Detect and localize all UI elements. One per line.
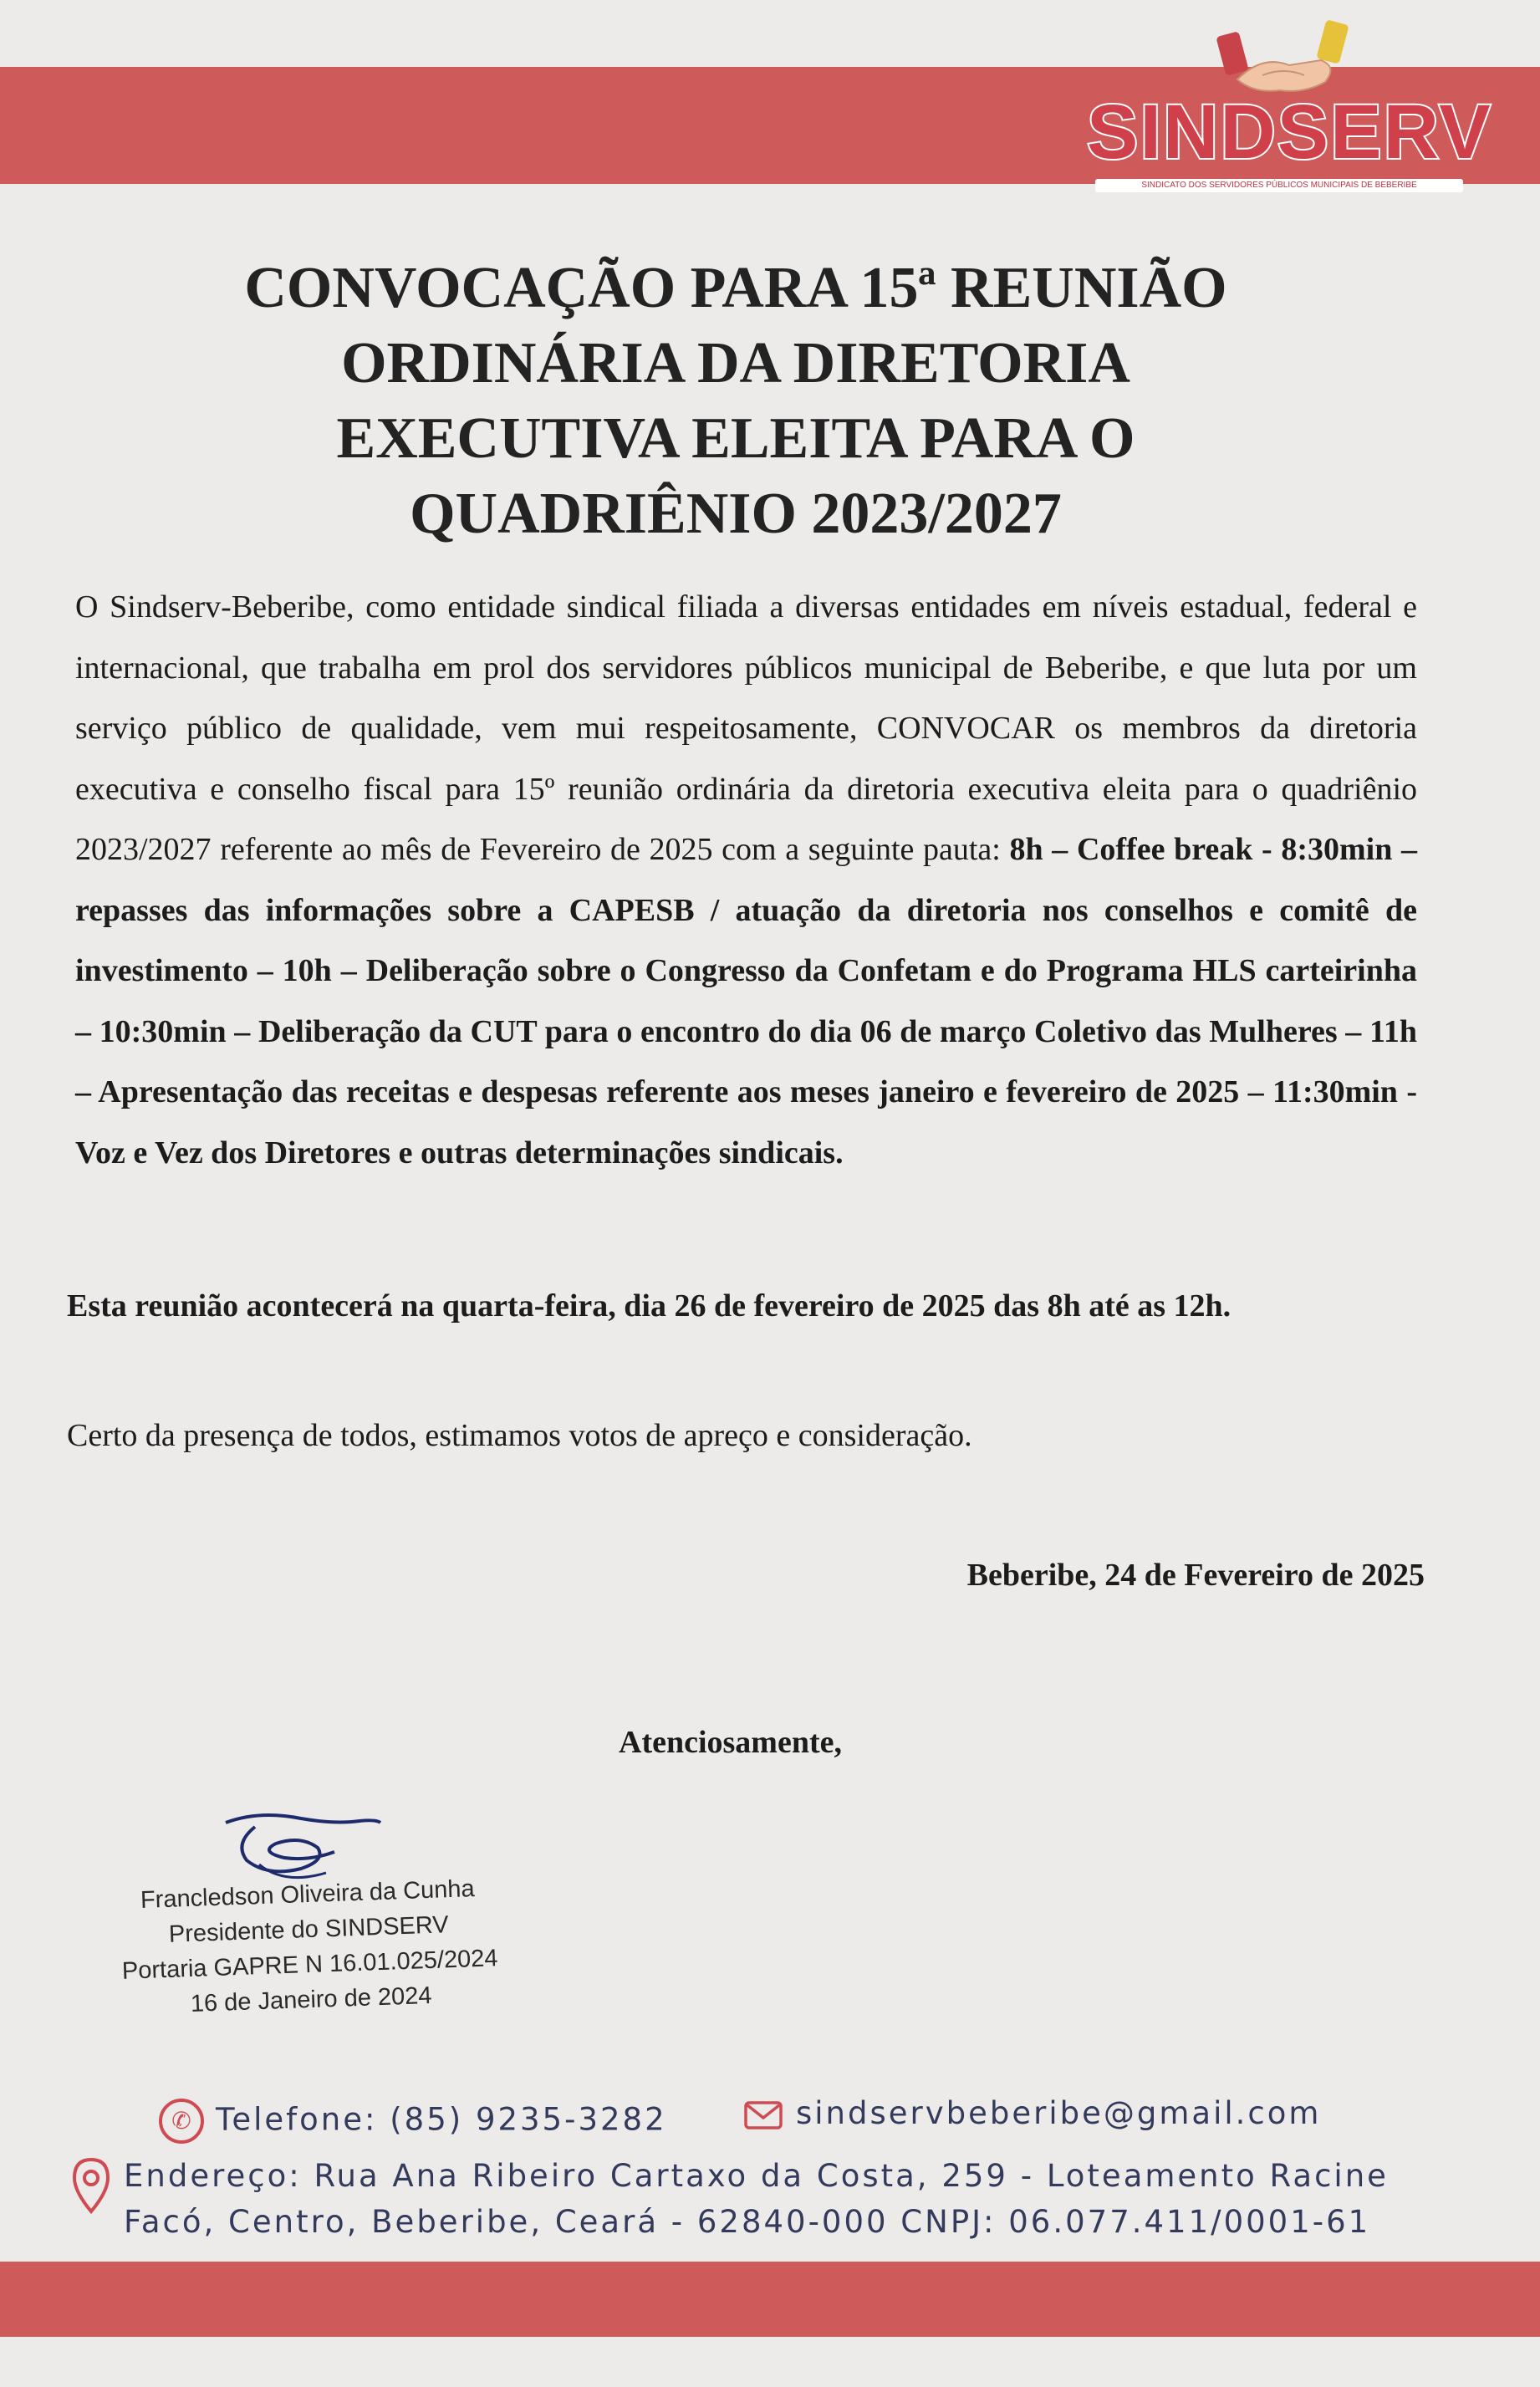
mail-icon xyxy=(744,2101,783,2129)
phone-icon: ✆ xyxy=(159,2099,204,2144)
phone-contact xyxy=(159,2099,667,2144)
place-date: Beberibe, 24 de Fevereiro de 2025 xyxy=(966,1558,1425,1593)
agenda-text: 8h – Coffee break - 8:30min – repasses das informações sobre a CAPESB / atuação da diretoria nos conselhos e comitê de investimento – 10h – Deliberação sobre o Congresso da Confetam e do Programa HLS carteirinha – 10:30min – Deliberação da CUT para o encontro do dia 06 de março Coletivo das Mulheres – 11h – Apresentação das receitas e despesas referente aos meses janeiro e fevereiro de 2025 – 11:30min - Voz e Vez dos Diretores e outras determinações sindicais. xyxy=(75,832,1417,1171)
title-line: QUADRIÊNIO 2023/2027 xyxy=(410,482,1062,546)
address-line: Facó, Centro, Beberibe, Ceará - 62840-000 CNPJ: 06.077.411/0001-61 xyxy=(124,2204,1371,2240)
logo-subtitle: SINDICATO DOS SERVIDORES PÚBLICOS MUNICIPAIS DE BEBERIBE xyxy=(1095,179,1463,192)
title-line: CONVOCAÇÃO PARA 15ª REUNIÃO xyxy=(244,256,1227,320)
meeting-notice: Esta reunião acontecerá na quarta-feira, dia 26 de fevereiro de 2025 das 8h até as 12h. xyxy=(67,1288,1231,1324)
signatory-ordinance: Portaria GAPRE N 16.01.025/2024 xyxy=(121,1945,499,1985)
title-line: ORDINÁRIA DA DIRETORIA xyxy=(341,331,1130,395)
footer-band xyxy=(0,2262,1540,2337)
body-paragraph xyxy=(75,577,1417,1183)
sindserv-logo xyxy=(1070,17,1492,209)
document-title xyxy=(84,251,1388,552)
body-intro: O Sindserv-Beberibe, como entidade sindical filiada a diversas entidades em níveis estadual, federal e internacional, que trabalha em prol dos servidores públicos municipal de Beberibe, e que luta por um serviço público de qualidade, vem mui respeitosamente, CONVOCAR os membros da diretoria executiva e conselho fiscal para 15º reunião ordinária da diretoria executiva eleita para o quadriênio 2023/2027 referente ao mês de Fevereiro de 2025 com a seguinte pauta: xyxy=(75,589,1417,867)
signatory-date: 16 de Janeiro de 2024 xyxy=(190,1982,432,2017)
email-contact xyxy=(744,2095,1321,2131)
signatory-block xyxy=(98,1869,521,2024)
location-pin-icon xyxy=(71,2156,111,2215)
title-line: EXECUTIVA ELEITA PARA O xyxy=(336,406,1135,471)
logo-wordmark: SINDSERV xyxy=(1087,89,1492,175)
closing-line: Certo da presença de todos, estimamos votos de apreço e consideração. xyxy=(67,1418,972,1453)
phone-text: Telefone: (85) 9235-3282 xyxy=(216,2101,667,2138)
email-text: sindservbeberibe@gmail.com xyxy=(796,2095,1322,2131)
address-line: Endereço: Rua Ana Ribeiro Cartaxo da Costa, 259 - Loteamento Racine xyxy=(124,2158,1389,2194)
regards: Atenciosamente, xyxy=(619,1725,842,1760)
signatory-role: Presidente do SINDSERV xyxy=(168,1911,450,1948)
signatory-name: Francledson Oliveira da Cunha xyxy=(140,1875,476,1915)
